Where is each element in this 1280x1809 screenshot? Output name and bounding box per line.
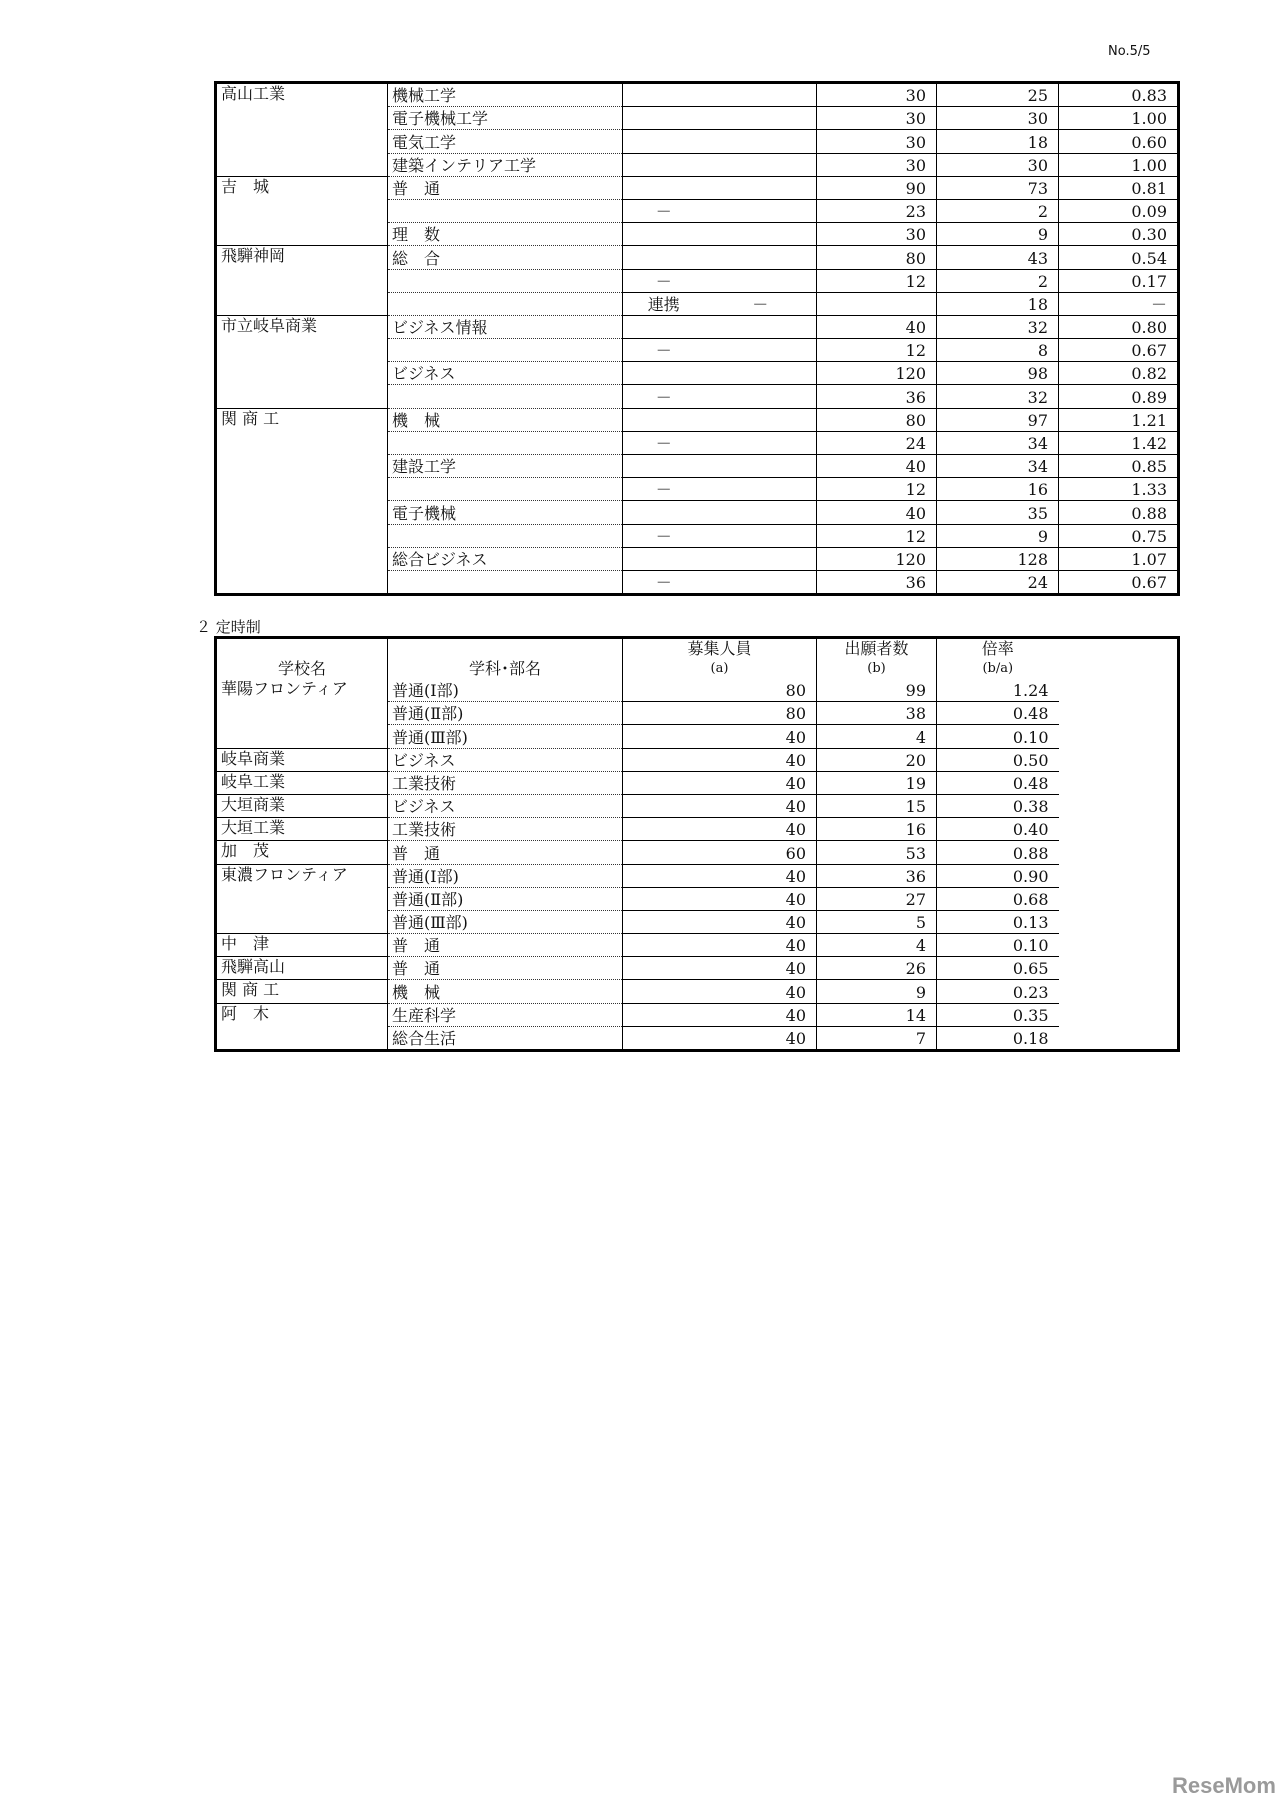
capacity-cell: 12 [817,339,937,362]
header-ratio [937,638,1059,680]
note-cell [623,246,705,269]
applicants-cell: 18 [937,292,1059,315]
sub-capacity-cell [705,339,817,362]
ratio-cell: － [1059,292,1179,315]
school-name-cell: 大垣工業 [216,818,388,841]
table-row [216,864,1179,887]
ratio-cell: 0.13 [937,910,1059,933]
sub-capacity-cell [705,547,817,570]
applicants-cell: 53 [817,841,937,864]
ratio-cell: 0.50 [937,748,1059,771]
capacity-cell: 40 [623,794,817,817]
part-time-table [214,636,1180,1052]
note-cell [623,408,705,431]
note-cell [623,385,705,408]
applicants-cell: 128 [937,547,1059,570]
applicants-cell: 4 [817,725,937,748]
ratio-cell: 0.09 [1059,199,1179,222]
sub-capacity-cell [705,408,817,431]
ratio-cell: 0.23 [937,980,1059,1003]
capacity-cell: 40 [623,1003,817,1026]
header-applicants-sub: (b) [867,661,886,676]
capacity-cell: 40 [623,980,817,1003]
capacity-cell: 40 [623,771,817,794]
applicants-cell: 27 [817,887,937,910]
table-row [216,748,1179,771]
department-cell [388,269,623,292]
department-cell: 普通(Ⅲ部) [388,725,623,748]
capacity-cell: 120 [817,547,937,570]
department-cell: 電気工学 [388,130,623,153]
section-title: ２ 定時制 [196,618,261,636]
school-name-cell: 吉 城 [216,176,388,246]
department-cell: 普通(Ⅰ部) [388,679,623,702]
applicants-cell: 16 [937,478,1059,501]
department-cell: ビジネス [388,362,623,385]
capacity-cell: 24 [817,431,937,454]
sub-capacity-cell [705,315,817,338]
ratio-cell: 0.90 [937,864,1059,887]
ratio-cell: 0.80 [1059,315,1179,338]
sub-capacity-cell [705,385,817,408]
sub-capacity-cell [705,524,817,547]
sub-capacity-cell [705,269,817,292]
sub-capacity-cell [705,501,817,524]
department-cell: 生産科学 [388,1003,623,1026]
ratio-cell: 0.89 [1059,385,1179,408]
ratio-cell: 0.60 [1059,130,1179,153]
department-cell: 電子機械 [388,501,623,524]
department-cell: 機械工学 [388,83,623,107]
capacity-cell: 40 [623,818,817,841]
capacity-cell: 40 [817,315,937,338]
capacity-cell: 40 [817,501,937,524]
note-cell [623,570,705,594]
capacity-cell: 40 [623,864,817,887]
note-text: － [655,202,672,222]
note-cell [623,455,705,478]
department-cell [388,524,623,547]
department-cell: ビジネス情報 [388,315,623,338]
ratio-cell: 0.18 [1012,1029,1049,1048]
capacity-cell: 40 [623,748,817,771]
applicants-cell: 15 [817,794,937,817]
applicants-cell: 32 [937,315,1059,338]
applicants-cell: 73 [937,176,1059,199]
table-row [216,818,1179,841]
capacity-cell: 80 [817,246,937,269]
capacity-cell: 60 [623,841,817,864]
applicants-cell: 34 [937,431,1059,454]
note-cell [623,223,705,246]
capacity-cell: 40 [623,725,817,748]
department-cell: 建築インテリア工学 [388,153,623,176]
note-cell [623,547,705,570]
capacity-cell: 120 [817,362,937,385]
note-text: － [655,271,672,291]
department-cell [388,478,623,501]
ratio-cell: 0.38 [937,794,1059,817]
note-text: － [655,526,672,546]
capacity-cell: 40 [623,887,817,910]
applicants-cell: 18 [937,130,1059,153]
capacity-cell: 80 [817,408,937,431]
department-cell [388,431,623,454]
table-row [216,408,1179,431]
sub-capacity-cell [705,199,817,222]
capacity-cell: 30 [817,83,937,107]
school-name-cell: 飛騨神岡 [216,246,388,316]
note-cell [623,107,705,130]
ratio-cell: 0.30 [1059,223,1179,246]
capacity-cell: 12 [817,524,937,547]
capacity-cell: 30 [817,107,937,130]
note-text: － [655,573,672,593]
applicants-cell: 36 [817,864,937,887]
school-name-cell: 飛騨高山 [216,957,388,980]
applicants-cell: 32 [937,385,1059,408]
sub-capacity-cell [705,431,817,454]
department-cell: 電子機械工学 [388,107,623,130]
header-school: 学校名 [216,638,388,680]
ratio-cell: 0.48 [937,702,1059,725]
applicants-cell: 30 [937,107,1059,130]
department-cell: 総合生活 [388,1026,623,1050]
school-name-cell: 市立岐阜商業 [216,315,388,408]
header-dept: 学科･部名 [388,638,623,680]
header-applicants [817,638,937,680]
department-cell: 普通(Ⅱ部) [388,887,623,910]
applicants-cell: 9 [817,980,937,1003]
ratio-cell: 0.75 [1059,524,1179,547]
note-cell [623,199,705,222]
capacity-cell: 90 [817,176,937,199]
department-cell: 普 通 [388,957,623,980]
table-row [216,1003,1179,1026]
department-cell: 普通(Ⅱ部) [388,702,623,725]
applicants-cell: 5 [817,910,937,933]
header-ratio-sub: (b/a) [982,661,1014,676]
table-row [216,315,1179,338]
sub-capacity-cell [705,153,817,176]
applicants-cell: 26 [817,957,937,980]
ratio-cell: 0.10 [937,934,1059,957]
note-cell [623,501,705,524]
applicants-cell: 99 [817,679,937,702]
applicants-cell: 9 [937,524,1059,547]
sub-capacity-cell: － [705,292,817,315]
department-cell: 普通(Ⅲ部) [388,910,623,933]
applicants-cell: 34 [937,455,1059,478]
school-name-cell: 高山工業 [216,83,388,177]
capacity-cell: 30 [817,130,937,153]
department-cell: 普通(Ⅰ部) [388,864,623,887]
school-name-cell: 関 商 工 [216,980,388,1003]
capacity-cell: 40 [623,1026,817,1050]
note-cell [623,478,705,501]
department-cell: 普 通 [388,841,623,864]
note-cell [623,130,705,153]
sub-capacity-cell [705,83,817,107]
ratio-cell: 0.35 [937,1003,1059,1026]
sub-capacity-cell [705,176,817,199]
table-row [216,679,1179,702]
capacity-cell: 40 [623,910,817,933]
capacity-cell: 80 [623,702,817,725]
ratio-cell: 0.88 [1059,501,1179,524]
ratio-cell: 0.68 [937,887,1059,910]
applicants-cell: 20 [817,748,937,771]
ratio-cell: 0.40 [937,818,1059,841]
department-cell: 機 械 [388,408,623,431]
school-name-cell: 阿 木 [216,1003,388,1050]
school-name-cell: 大垣商業 [216,794,388,817]
department-cell: 工業技術 [388,771,623,794]
note-cell [623,339,705,362]
ratio-cell: 1.24 [937,679,1059,702]
full-time-table [214,81,1180,596]
header-capacity-sub: (a) [710,661,729,676]
watermark-logo: ReseMom [1172,1773,1276,1798]
table-row [216,934,1179,957]
table-row [216,957,1179,980]
capacity-cell: 36 [817,570,937,594]
department-cell: 工業技術 [388,818,623,841]
department-cell: ビジネス [388,748,623,771]
applicants-cell: 38 [817,702,937,725]
note-text: 連携 [647,294,680,314]
sub-capacity-cell [705,223,817,246]
ratio-cell: 0.54 [1059,246,1179,269]
department-cell [388,199,623,222]
ratio-cell: 0.85 [1059,455,1179,478]
applicants-cell: 35 [937,501,1059,524]
note-text: － [655,480,672,500]
capacity-cell: 40 [623,934,817,957]
sub-capacity-cell [705,455,817,478]
school-name-cell: 岐阜工業 [216,771,388,794]
school-name-cell: 中 津 [216,934,388,957]
applicants-cell: 2 [937,269,1059,292]
note-cell [623,315,705,338]
ratio-cell: 0.67 [1059,339,1179,362]
applicants-cell: 97 [937,408,1059,431]
applicants-cell: 19 [817,771,937,794]
ratio-cell: 0.81 [1059,176,1179,199]
ratio-cell: 1.07 [1059,547,1179,570]
table-row [216,841,1179,864]
ratio-cell: 0.82 [1059,362,1179,385]
sub-capacity-cell [705,478,817,501]
school-name-cell: 関 商 工 [216,408,388,595]
department-cell: 総 合 [388,246,623,269]
note-text: － [655,434,672,453]
note-text: － [655,387,672,407]
table-row [216,176,1179,199]
ratio-cell: 0.65 [937,957,1059,980]
table-row [216,771,1179,794]
sub-capacity-cell [705,107,817,130]
department-cell: ビジネス [388,794,623,817]
department-cell [388,385,623,408]
ratio-cell: 0.10 [937,725,1059,748]
applicants-cell: 7 [817,1026,937,1050]
note-cell [623,83,705,107]
capacity-cell: 36 [817,385,937,408]
department-cell [388,339,623,362]
applicants-cell: 16 [817,818,937,841]
note-cell [623,362,705,385]
header-applicants-label: 出願者数 [844,639,909,658]
department-cell: 機 械 [388,980,623,1003]
ratio-cell: 0.88 [937,841,1059,864]
capacity-cell: 30 [817,153,937,176]
table-row [216,980,1179,1003]
school-name-cell: 東濃フロンティア [216,864,388,934]
capacity-cell: 80 [623,679,817,702]
note-text: － [655,341,672,361]
ratio-cell: 0.48 [937,771,1059,794]
header-capacity-label: 募集人員 [687,639,752,658]
ratio-cell: 0.83 [1059,83,1179,107]
ratio-cell: 0.67 [1131,573,1167,593]
applicants-cell: 24 [937,570,1059,594]
applicants-cell: 30 [937,153,1059,176]
sub-capacity-cell [705,570,817,594]
ratio-cell: 0.17 [1059,269,1179,292]
capacity-cell: 23 [817,199,937,222]
note-cell [623,431,705,454]
table-row [216,794,1179,817]
department-cell: 建設工学 [388,455,623,478]
note-cell [623,292,705,315]
capacity-cell: 30 [817,223,937,246]
header-capacity [623,638,817,680]
department-cell [388,570,623,594]
table-row [216,246,1179,269]
applicants-cell: 8 [937,339,1059,362]
header-ratio-label: 倍率 [981,639,1014,658]
ratio-cell: 1.00 [1059,153,1179,176]
ratio-cell: 1.21 [1059,408,1179,431]
ratio-cell: 1.33 [1059,478,1179,501]
department-cell: 普 通 [388,934,623,957]
capacity-cell: 40 [623,957,817,980]
applicants-cell: 25 [937,83,1059,107]
header-row [216,638,1179,680]
department-cell: 総合ビジネス [388,547,623,570]
applicants-cell: 9 [937,223,1059,246]
ratio-cell: 1.00 [1059,107,1179,130]
applicants-cell: 43 [937,246,1059,269]
capacity-cell: 40 [817,455,937,478]
department-cell [388,292,623,315]
capacity-cell: 12 [817,478,937,501]
capacity-cell: 12 [817,269,937,292]
note-cell [623,269,705,292]
table-row [216,83,1179,107]
ratio-cell: 1.42 [1059,431,1179,454]
note-cell [623,176,705,199]
sub-capacity-cell [705,362,817,385]
note-cell [623,153,705,176]
sub-capacity-cell [705,246,817,269]
applicants-cell: 4 [817,934,937,957]
school-name-cell: 華陽フロンティア [216,679,388,748]
applicants-cell: 14 [817,1003,937,1026]
school-name-cell: 岐阜商業 [216,748,388,771]
sub-capacity-cell [705,130,817,153]
applicants-cell: 98 [937,362,1059,385]
note-cell [623,524,705,547]
page-number: No.5/5 [1108,44,1151,59]
school-name-cell: 加 茂 [216,841,388,864]
capacity-cell [817,292,937,315]
department-cell: 普 通 [388,176,623,199]
department-cell: 理 数 [388,223,623,246]
applicants-cell: 2 [937,199,1059,222]
